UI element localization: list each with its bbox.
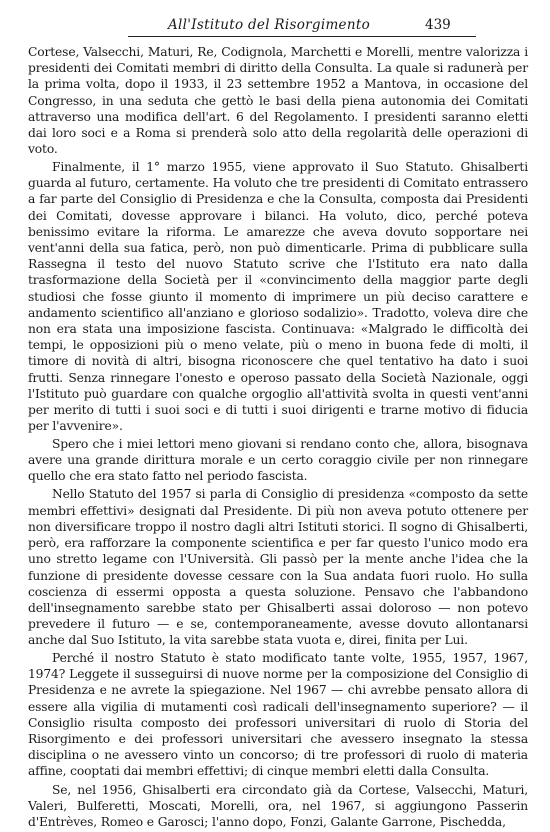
paragraph-3: Spero che i miei lettori meno giovani si rendano conto che, allora, bisognava avere una grande dirittura morale e un certo coraggio civile per non rinnegare quello che era stato fatto nel periodo fascista. bbox=[28, 436, 528, 484]
running-title: All'Istituto del Risorgimento bbox=[168, 17, 370, 33]
page-number: 439 bbox=[425, 17, 451, 33]
body-text bbox=[28, 44, 528, 832]
paragraph-1: Cortese, Valsecchi, Maturi, Re, Codignola, Marchetti e Morelli, mentre valorizza i presidenti dei Comitati membri di diritto della Consulta. La quale si radunerà per la prima volta, dopo il 1933, il 23 settembre 1952 a Mantova, in occasione del Congresso, in una seduta che gettò le basi della piena autonomia dei Comitati attraverso una modifica dell'art. 6 del Regolamento. I presidenti saranno eletti dai loro soci e a Roma si prenderà solo atto della regolarità delle operazioni di voto. bbox=[28, 45, 528, 157]
paragraph-6: Se, nel 1956, Ghisalberti era circondato già da Cortese, Valsecchi, Maturi, Valeri, Bulferetti, Moscati, Morelli, ora, nel 1967, si aggiungono Passerin d'Entrèves, Romeo e Garosci; l'anno dopo, Fonzi, Galante Garrone, Pischedda, bbox=[28, 782, 528, 830]
running-header bbox=[128, 14, 476, 37]
paragraph-2: Finalmente, il 1° marzo 1955, viene approvato il Suo Statuto. Ghisalberti guarda al futuro, certamente. Ha voluto che tre presidenti di Comitato entrassero a far parte del Consiglio di Presidenza e che la Consulta, composta dai Presidenti dei Comitati, dovesse approvare i bilanci. Ha voluto, dico, perché poteva benissimo evitare la riforma. Le amarezze che aveva dovuto sopportare nei vent'anni della sua fatica, però, non può dimenticarle. Prima di pubblicare sulla Rassegna il testo del nuovo Statuto scrive che l'Istituto era nato dalla trasformazione della Società per il «convincimento della maggior parte degli studiosi che fosse giunto il momento di imprimere un più deciso carattere e andamento scientifico all'anziano e glorioso sodalizio». Tradotto, voleva dire che non era stata una imposizione fascista. Continuava: «Malgrado le difficoltà dei tempi, le opposizioni più o meno velate, più o meno in buona fede di molti, il timore di novità di altri, bisogna riconoscere che quel tentativo ha dato i suoi frutti. Senza rinnegare l'onesto e operoso passato della Società Nazionale, oggi l'Istituto può guardare con qualche orgoglio all'attività svolta in questi vent'anni per merito di tutti i suoi soci e di tutti i suoi dirigenti e trarne motivo di fiducia per l'avvenire». bbox=[28, 159, 528, 434]
paragraph-4: Nello Statuto del 1957 si parla di Consiglio di presidenza «composto da sette membri effettivi» designati dal Presidente. Di più non aveva potuto ottenere per non diversificare troppo il nostro dagli altri Istituti storici. Il sogno di Ghisalberti, però, era rafforzare la componente scientifica e per far questo l'unico modo era uno stretto legame con l'Università. Gli passò per la mente anche l'idea che la funzione di presidente dovesse cessare con la Sua andata fuori ruolo. Ho sulla coscienza di essermi opposta a questa soluzione. Pensavo che l'abbandono dell'insegnamento sarebbe stato per Ghisalberti assai doloroso — non potevo prevedere il futuro — e se, contemporaneamente, avesse dovuto allontanarsi anche dal Suo Istituto, la vita sarebbe stata vuota e, direi, finita per Lui. bbox=[28, 487, 528, 648]
paragraph-5: Perché il nostro Statuto è stato modificato tante volte, 1955, 1957, 1967, 1974? Leggete il susseguirsi di nuove norme per la composizione del Consiglio di Presidenza e ne avrete la spiegazione. Nel 1967 — chi avrebbe pensato allora di essere alla vigilia di mutamenti così radicali dell'insegnamento superiore? — il Consiglio risulta composto dei professori universitari di ruolo di Storia del Risorgimento e dei professori universitari che avessero insegnato la stessa disciplina o ne avessero vinto un concorso; di tre professori di ruolo di materia affine, cooptati dai membri effettivi; di cinque membri eletti dalla Consulta. bbox=[28, 651, 528, 779]
